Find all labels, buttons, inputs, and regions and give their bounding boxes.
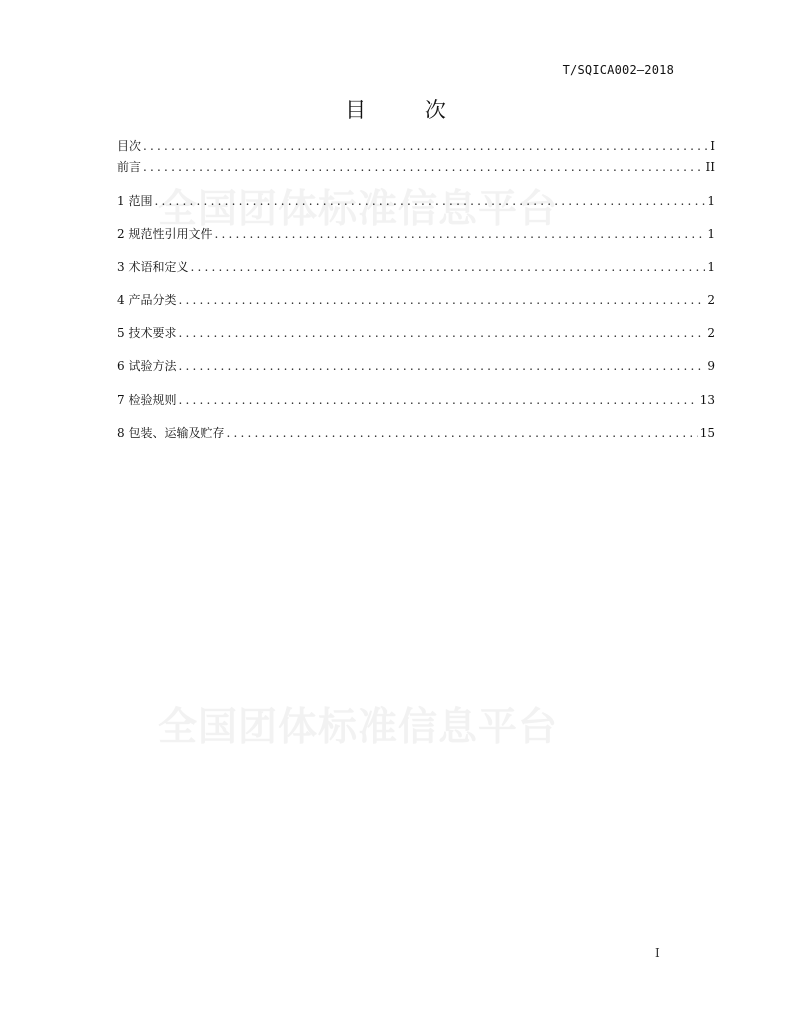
toc-entry-foreword[interactable] bbox=[117, 159, 715, 175]
toc-entry-label: 5 技术要求 bbox=[117, 326, 177, 340]
toc-entry-test-methods[interactable] bbox=[117, 358, 715, 374]
toc-entry-page: 13 bbox=[699, 393, 715, 407]
toc-entry-technical-requirements[interactable] bbox=[117, 325, 715, 341]
toc-entry-page: 2 bbox=[707, 326, 715, 340]
toc-dot-leader bbox=[178, 292, 705, 308]
toc-dot-leader bbox=[178, 358, 705, 374]
toc-entry-label: 目次 bbox=[117, 139, 142, 153]
toc-entry-page: 1 bbox=[707, 194, 715, 208]
standard-code: T/SQICA002—2018 bbox=[562, 63, 674, 77]
toc-dot-leader bbox=[178, 392, 697, 408]
toc-entry-page: 9 bbox=[707, 359, 715, 373]
toc-entry-inspection-rules[interactable] bbox=[117, 392, 715, 408]
toc-entry-label: 1 范围 bbox=[117, 194, 153, 208]
toc-entry-label: 7 检验规则 bbox=[117, 393, 177, 407]
toc-dot-leader bbox=[143, 159, 704, 175]
toc-entry-page: II bbox=[705, 160, 715, 174]
watermark-middle: 全国团体标准信息平台 bbox=[158, 705, 559, 750]
toc-entry-packaging-transport-storage[interactable] bbox=[117, 425, 715, 441]
page-title: 目 次 bbox=[345, 98, 472, 122]
toc-dot-leader bbox=[214, 226, 705, 242]
toc-entry-label: 3 术语和定义 bbox=[117, 260, 189, 274]
toc-entry-page: 1 bbox=[707, 227, 715, 241]
toc-entry-scope[interactable] bbox=[117, 193, 715, 209]
toc-entry-page: 2 bbox=[707, 293, 715, 307]
toc-dot-leader bbox=[143, 138, 708, 154]
toc-dot-leader bbox=[154, 193, 705, 209]
toc-entry-page: 15 bbox=[699, 426, 715, 440]
toc-entry-label: 2 规范性引用文件 bbox=[117, 227, 213, 241]
toc-entry-label: 6 试验方法 bbox=[117, 359, 177, 373]
toc-entry-product-classification[interactable] bbox=[117, 292, 715, 308]
toc-dot-leader bbox=[178, 325, 705, 341]
toc-dot-leader bbox=[190, 259, 705, 275]
toc-entry-page: 1 bbox=[707, 260, 715, 274]
watermark-top: 全国团体标准信息平台 bbox=[158, 187, 559, 232]
toc-entry-terms-definitions[interactable] bbox=[117, 259, 715, 275]
toc-entry-contents[interactable] bbox=[117, 138, 715, 154]
toc-entry-label: 4 产品分类 bbox=[117, 293, 177, 307]
toc-entry-label: 8 包装、运输及贮存 bbox=[117, 426, 225, 440]
toc-entry-normative-references[interactable] bbox=[117, 226, 715, 242]
toc-dot-leader bbox=[226, 425, 697, 441]
toc-entry-page: I bbox=[710, 139, 715, 153]
page-number: I bbox=[655, 946, 660, 960]
toc-entry-label: 前言 bbox=[117, 160, 142, 174]
